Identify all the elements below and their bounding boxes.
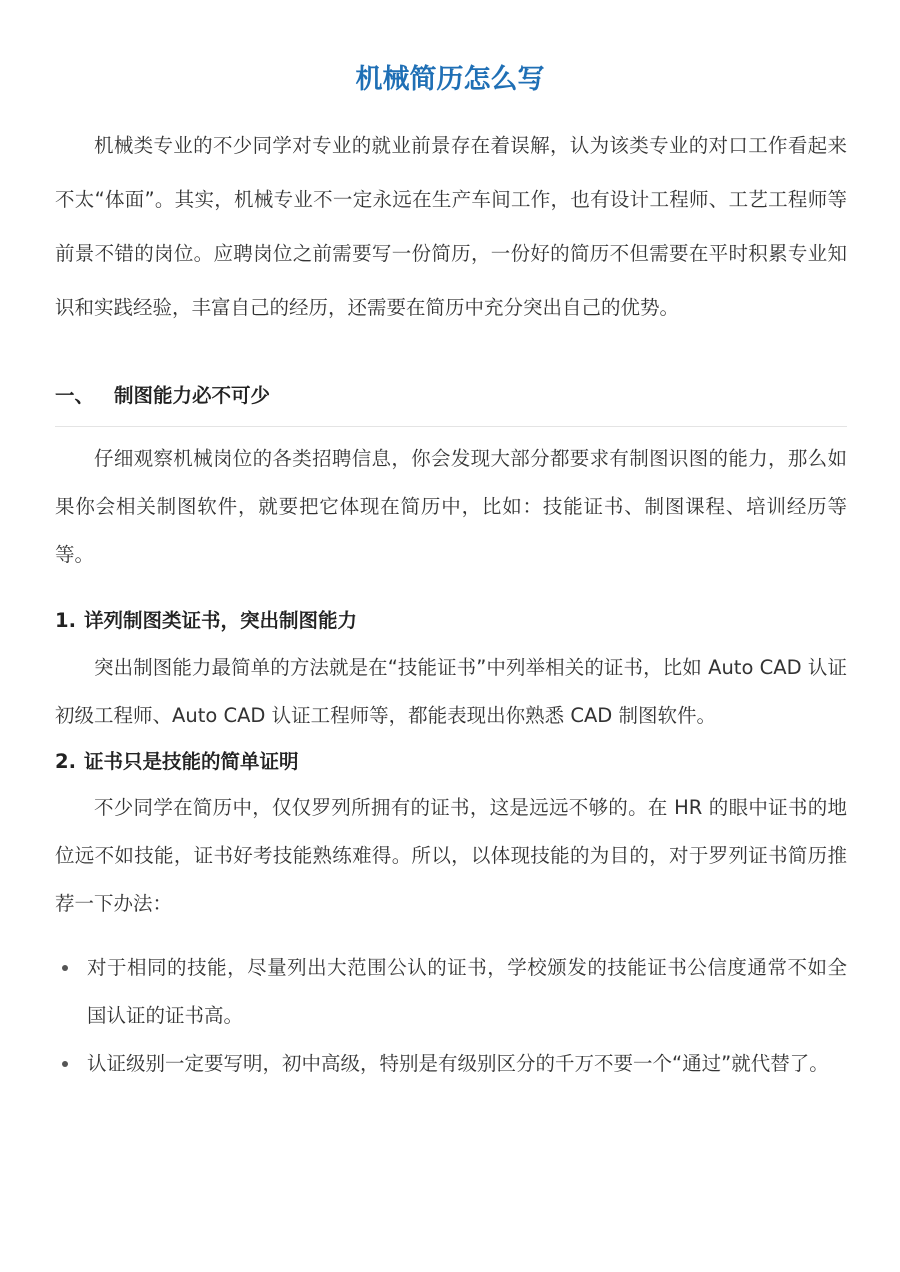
intro-paragraph: 机械类专业的不少同学对专业的就业前景存在着误解，认为该类专业的对口工作看起来不太“体面”。其实，机械专业不一定永远在生产车间工作，也有设计工程师、工艺工程师等前景不错的岗位。应聘岗位之前需要写一份简历，一份好的简历不但需要在平时积累专业知识和实践经验，丰富自己的经历，还需要在简历中充分突出自己的优势。 xyxy=(55,134,847,319)
page-title: 机械简历怎么写 xyxy=(355,64,545,95)
section-paragraph: 仔细观察机械岗位的各类招聘信息，你会发现大部分都要求有制图识图的能力，那么如果你会相关制图软件，就要把它体现在简历中，比如：技能证书、制图课程、培训经历等等。 xyxy=(55,447,847,566)
subsection-heading-1 xyxy=(55,604,357,638)
subsection-heading-2 xyxy=(55,745,299,779)
bullet-dot-icon xyxy=(62,1061,68,1067)
bullet-dot-icon xyxy=(62,965,68,971)
section-heading xyxy=(55,378,270,414)
subsection-paragraph-2: 不少同学在简历中，仅仅罗列所拥有的证书，这是远远不够的。在 HR 的眼中证书的地位远不如技能，证书好考技能熟练难得。所以，以体现技能的为目的，对于罗列证书简历推荐一下办法： xyxy=(55,796,847,915)
section-number: 一、 xyxy=(55,384,95,407)
list-item-text: 对于相同的技能，尽量列出大范围公认的证书，学校颁发的技能证书公信度通常不如全国认证的证书高。 xyxy=(87,956,847,1027)
section-title: 制图能力必不可少 xyxy=(114,384,271,407)
section-divider xyxy=(55,426,847,427)
list-item-text: 认证级别一定要写明，初中高级，特别是有级别区分的千万不要一个“通过”就代替了。 xyxy=(87,1052,829,1075)
bullet-list xyxy=(55,944,847,1088)
subsection-number: 2. xyxy=(55,750,76,773)
subsection-paragraph-1: 突出制图能力最简单的方法就是在“技能证书”中列举相关的证书，比如 Auto CAD 认证初级工程师、Auto CAD 认证工程师等，都能表现出你熟悉 CAD 制图软件。 xyxy=(55,656,847,727)
list-item xyxy=(55,944,847,1040)
list-item xyxy=(55,1040,847,1088)
subsection-number: 1. xyxy=(55,609,76,632)
subsection-title: 详列制图类证书，突出制图能力 xyxy=(83,609,357,632)
subsection-title: 证书只是技能的简单证明 xyxy=(83,750,299,773)
